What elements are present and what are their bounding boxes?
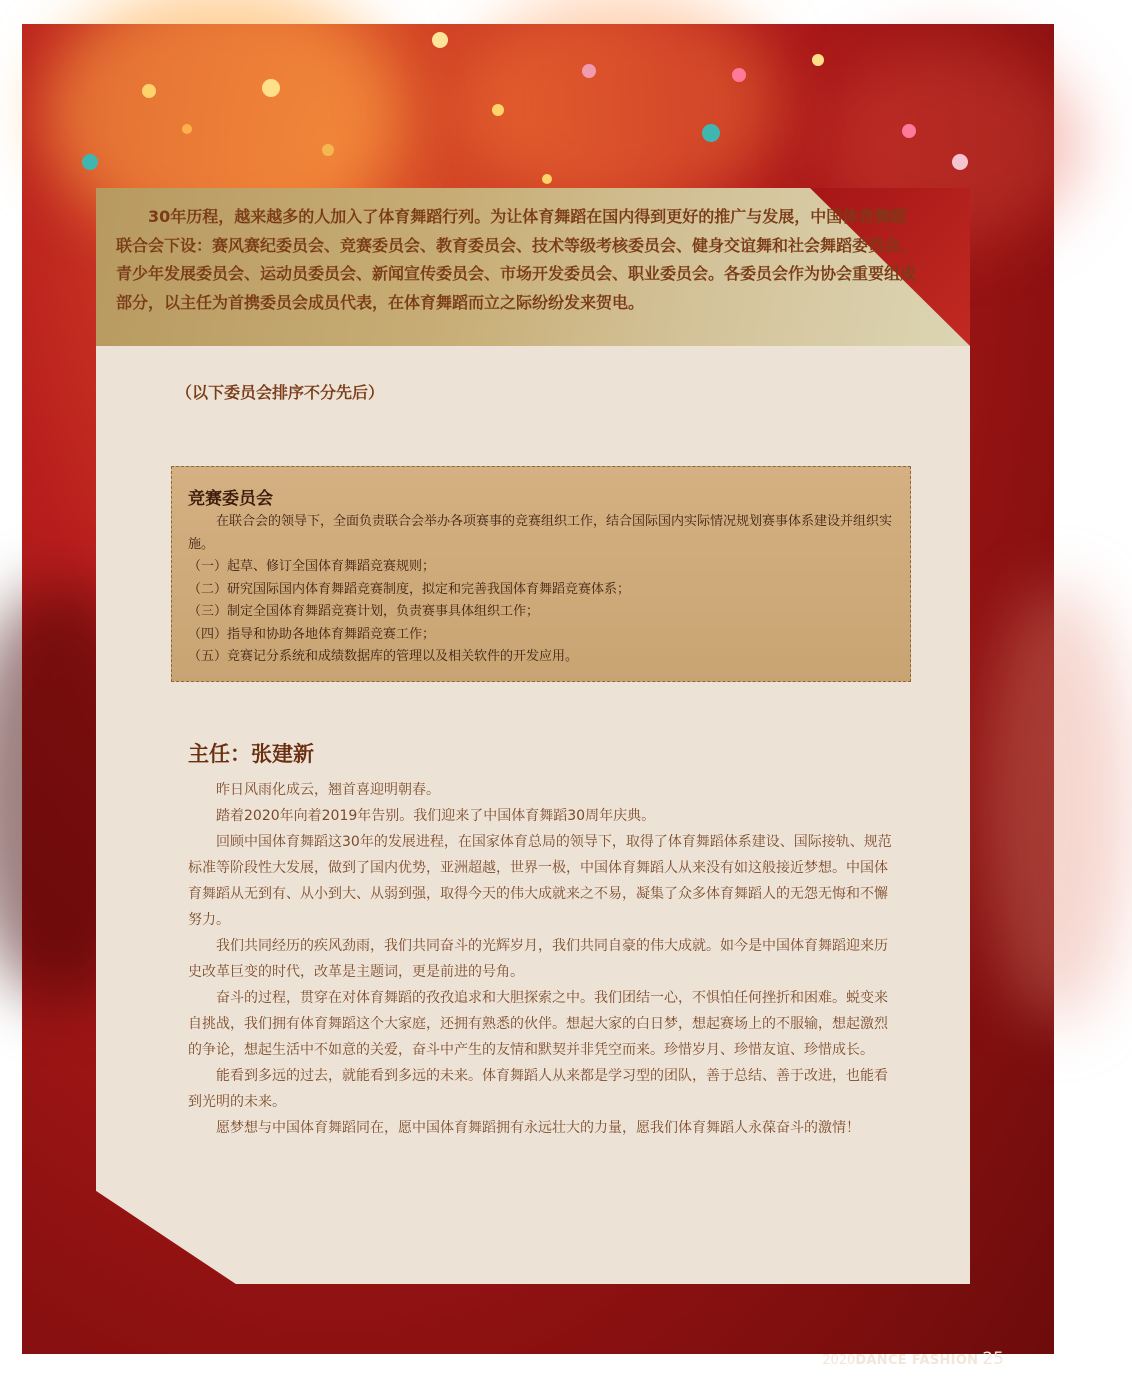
order-note: （以下委员会排序不分先后） [176, 383, 385, 402]
committee-title: 竞赛委员会 [188, 489, 273, 509]
page-footer [822, 1349, 1004, 1369]
confetti-dot [812, 54, 824, 66]
committee-duty: （一）起草、修订全国体育舞蹈竞赛规则； [188, 559, 436, 574]
confetti-dot [432, 32, 448, 48]
confetti-dot [952, 154, 968, 170]
confetti-dot [582, 64, 596, 78]
director-letter [188, 777, 900, 1141]
committee-duty: （二）研究国际国内体育舞蹈竞赛制度，拟定和完善我国体育舞蹈竞赛体系； [188, 581, 631, 597]
confetti-dot [322, 144, 334, 156]
letter-paragraph: 我们共同经历的疾风劲雨，我们共同奋斗的光辉岁月，我们共同自豪的伟大成就。如今是中国体育舞蹈迎来历史改革巨变的时代，改革是主题词，更是前进的号角。 [188, 938, 888, 980]
confetti-dot [542, 174, 552, 184]
letter-paragraph: 愿梦想与中国体育舞蹈同在，愿中国体育舞蹈拥有永远壮大的力量，愿我们体育舞蹈人永葆奋斗的激情！ [216, 1120, 860, 1136]
letter-paragraph: 回顾中国体育舞蹈这30年的发展进程，在国家体育总局的领导下，取得了体育舞蹈体系建设、国际接轨、规范标准等阶段性大发展，做到了国内优势，亚洲超越，世界一极，中国体育舞蹈人从来没有如这般接近梦想。中国体育舞蹈从无到有、从小到大、从弱到强，取得今天的伟大成就来之不易，凝集了众多体育舞蹈人的无怨无悔和不懈努力。 [188, 834, 892, 928]
confetti-dot [702, 124, 720, 142]
committee-duty: （四）指导和协助各地体育舞蹈竞赛工作； [188, 626, 436, 642]
committee-body [188, 511, 900, 669]
letter-paragraph: 踏着2020年向着2019年告别。我们迎来了中国体育舞蹈30周年庆典。 [216, 808, 656, 824]
confetti-dot [82, 154, 98, 170]
letter-paragraph: 奋斗的过程，贯穿在对体育舞蹈的孜孜追求和大胆探索之中。我们团结一心，不惧怕任何挫折和困难。蜕变来自挑战，我们拥有体育舞蹈这个大家庭，还拥有熟悉的伙伴。想起大家的白日梦，想起赛场上的不服输，想起激烈的争论，想起生活中不如意的关爱，奋斗中产生的友情和默契并非凭空而来。珍惜岁月、珍惜友谊、珍惜成长。 [188, 990, 888, 1058]
intro-paragraph: 30年历程，越来越多的人加入了体育舞蹈行列。为让体育舞蹈在国内得到更好的推广与发展，中国体育舞蹈联合会下设：赛风赛纪委员会、竞赛委员会、教育委员会、技术等级考核委员会、健身交谊舞和社会舞蹈委员会、青少年发展委员会、运动员委员会、新闻宣传委员会、市场开发委员会、职业委员会。各委员会作为协会重要组成部分，以主任为首携委员会成员代表，在体育舞蹈而立之际纷纷发来贺电。 [116, 207, 917, 312]
footer-year: 2020 [822, 1353, 856, 1368]
committee-duty: （三）制定全国体育舞蹈竞赛计划，负责赛事具体组织工作； [188, 604, 540, 619]
confetti-dot [182, 124, 192, 134]
confetti-dot [732, 68, 746, 82]
committee-duty: （五）竞赛记分系统和成绩数据库的管理以及相关软件的开发应用。 [188, 649, 579, 664]
confetti-dot [142, 84, 156, 98]
confetti-dot [902, 124, 916, 138]
stage-light-glow [462, 0, 782, 214]
confetti-dot [492, 104, 504, 116]
director-title: 主任：张建新 [188, 741, 314, 766]
confetti-dot [262, 79, 280, 97]
committee-description: 在联合会的领导下，全面负责联合会举办各项赛事的竞赛组织工作，结合国际国内实际情况规划赛事体系建设并组织实施。 [188, 514, 893, 552]
page-number: 25 [982, 1349, 1004, 1369]
letter-paragraph: 能看到多远的过去，就能看到多远的未来。体育舞蹈人从来都是学习型的团队，善于总结、善于改进，也能看到光明的未来。 [188, 1068, 888, 1110]
letter-paragraph: 昨日风雨化成云，翘首喜迎明朝春。 [216, 782, 440, 798]
audience-blur [982, 584, 1132, 1024]
footer-magazine-name: DANCE FASHION [855, 1353, 979, 1368]
